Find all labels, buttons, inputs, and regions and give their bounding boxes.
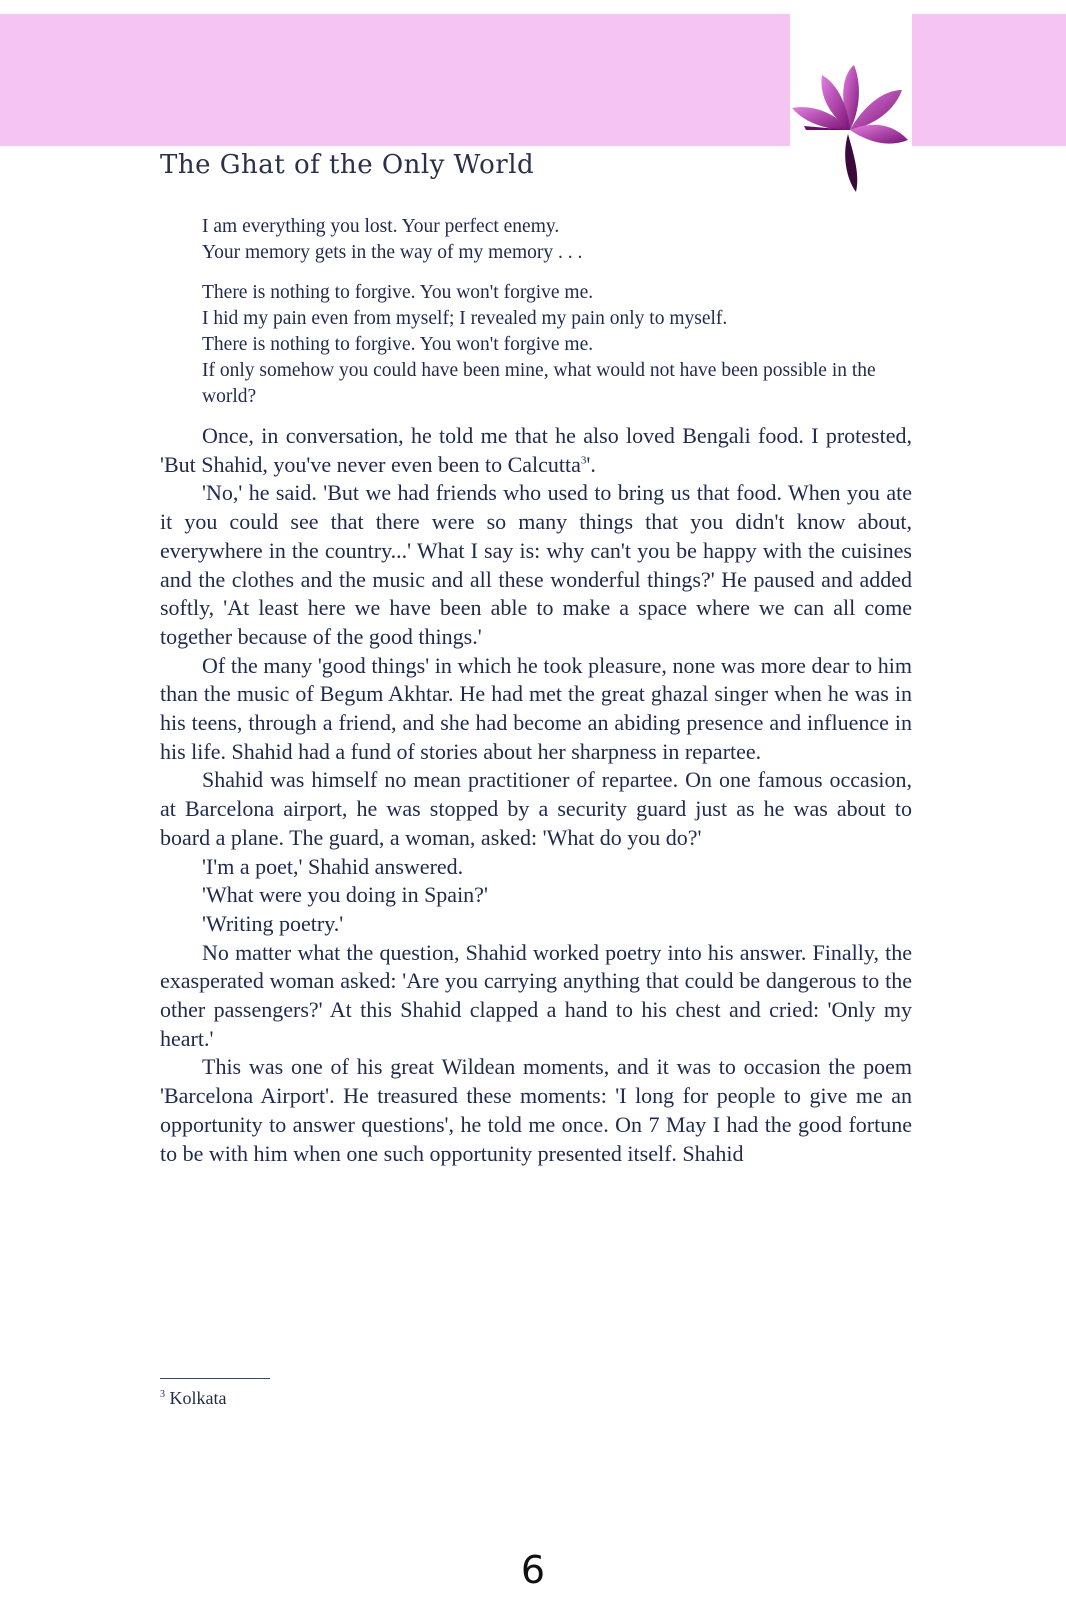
poem-line: Your memory gets in the way of my memory . . . [202, 242, 583, 263]
poem-stanza-1 [202, 214, 912, 266]
petal [850, 125, 908, 144]
petal-dark [845, 134, 857, 192]
footnote-marker: 3 [160, 1389, 165, 1400]
paragraph: 'Writing poetry.' [202, 910, 344, 936]
poem-stanza-2 [202, 280, 912, 410]
running-title: The Ghat of the Only World [160, 150, 535, 180]
footnote-ref: 3 [580, 454, 587, 467]
header-band-right [912, 14, 1066, 146]
body-text [160, 422, 912, 1168]
footnote-rule [160, 1378, 270, 1379]
poem-line: There is nothing to forgive. You won't forgive me. [202, 334, 594, 355]
poem-line: There is nothing to forgive. You won't forgive me. [202, 282, 594, 303]
page-number: 6 [520, 1548, 546, 1592]
paragraph: 'No,' he said. 'But we had friends who used to bring us that food. When you ate it you could see that there were so many things that you didn't know about, everywhere in the country...' What I say is: why can't you be happy with the cuisines and the clothes and the music and all these wonderful things?' He paused and added softly, 'At least here we have been able to make a space where we can all come together because of the good things.' [160, 480, 912, 649]
paragraph [160, 422, 912, 479]
flower-ornament-icon [784, 60, 914, 200]
paragraph-text: '. [586, 451, 596, 477]
paragraph: Of the many 'good things' in which he took pleasure, none was more dear to him than the music of Begum Akhtar. He had met the great ghazal singer when he was in his teens, through a friend, and she had become an abiding presence and influence in his life. Shahid had a fund of stories about her sharpness in repartee. [160, 652, 912, 764]
footnote [160, 1388, 226, 1409]
paragraph: 'What were you doing in Spain?' [202, 882, 488, 908]
paragraph: 'I'm a poet,' Shahid answered. [202, 853, 464, 879]
poem-line: I hid my pain even from myself; I revealed my pain only to myself. [202, 308, 728, 329]
footnote-text: Kolkata [169, 1388, 227, 1408]
paragraph-text: Once, in conversation, he told me that he also loved Bengali food. I protested, 'But Shahid, you've never even been to Calcutta [160, 423, 912, 477]
paragraph: This was one of his great Wildean moments, and it was to occasion the poem 'Barcelona Airport'. He treasured these moments: 'I long for people to give me an opportunity to answer questions', he told me once. On 7 May I had the good fortune to be with him when one such opportunity presented itself. Shahid [160, 1054, 912, 1166]
poem-line: If only somehow you could have been mine, what would not have been possible in the world? [202, 360, 876, 407]
paragraph: No matter what the question, Shahid worked poetry into his answer. Finally, the exasperated woman asked: 'Are you carrying anything that could be dangerous to the other passengers?' At this Shahid clapped a hand to his chest and cried: 'Only my heart.' [160, 939, 912, 1051]
poem-line: I am everything you lost. Your perfect enemy. [202, 216, 560, 237]
paragraph: Shahid was himself no mean practitioner of repartee. On one famous occasion, at Barcelona airport, he was stopped by a security guard just as he was about to board a plane. The guard, a woman, asked: 'What do you do?' [160, 767, 912, 850]
header-band [0, 14, 790, 146]
